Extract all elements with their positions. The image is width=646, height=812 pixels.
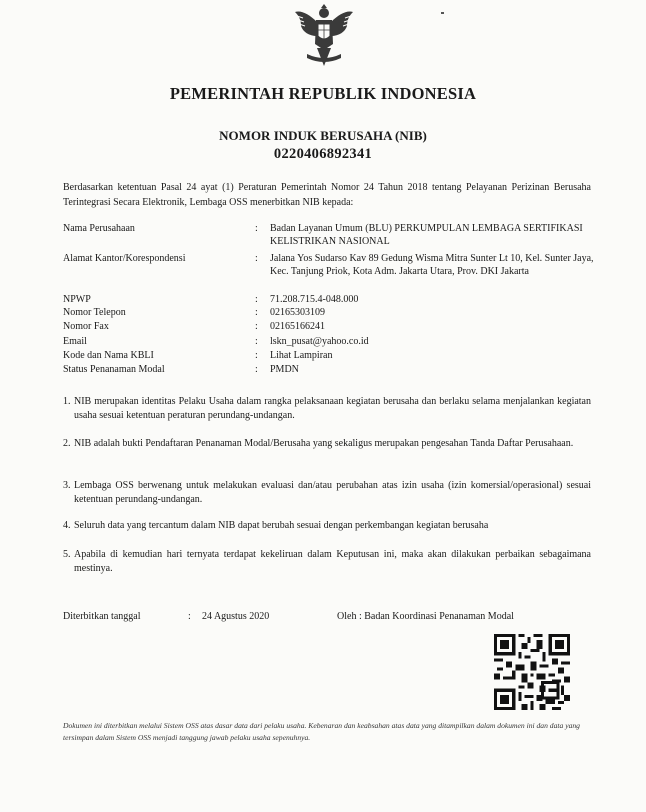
field-value: 02165166241 — [270, 321, 325, 332]
note-number: 1. — [63, 396, 71, 407]
field-colon: : — [255, 350, 258, 361]
field-colon: : — [255, 223, 258, 234]
field-label: Email — [63, 336, 87, 347]
note-number: 3. — [63, 480, 71, 491]
field-label: Alamat Kantor/Korespondensi — [63, 253, 186, 264]
note-text: NIB adalah bukti Pendaftaran Penanaman Modal/Berusaha yang sekaligus merupakan pengesahan Tanda Daftar Perusahaan. — [74, 438, 574, 449]
field-label: Nomor Telepon — [63, 307, 126, 318]
note-text: NIB merupakan identitas Pelaku Usaha dalam rangka pelaksanaan kegiatan berusaha dan berlaku selama menjalankan kegiatan usaha sesuai ketentuan peraturan perundang-undangan. — [74, 396, 591, 421]
garuda-pancasila-emblem-icon — [293, 4, 355, 70]
note-text: Lembaga OSS berwenang untuk melakukan evaluasi dan/atau perubahan atas izin usaha (izin komersial/operasional) sesuai ketentuan perundang-undangan. — [74, 480, 591, 505]
issued-date: 24 Agustus 2020 — [202, 611, 270, 622]
nib-number: 0220406892341 — [273, 146, 373, 162]
note-number: 5. — [63, 549, 71, 560]
note-text: Apabila di kemudian hari ternyata terdapat kekeliruan dalam Keputusan ini, maka akan dilakukan perbaikan sebagaimana mestinya. — [74, 549, 591, 574]
scan-speck — [441, 12, 444, 14]
intro-paragraph: Berdasarkan ketentuan Pasal 24 ayat (1) Peraturan Pemerintah Nomor 24 Tahun 2018 tentang Pelayanan Perizinan Berusaha Terintegrasi Secara Elektronik, Lembaga OSS menerbitkan NIB kepada: — [63, 182, 591, 208]
field-value: Badan Layanan Umum (BLU) PERKUMPULAN LEMBAGA SERTIFIKASI KELISTRIKAN NASIONAL — [270, 223, 583, 247]
field-label: Kode dan Nama KBLI — [63, 350, 154, 361]
field-label: Nama Perusahaan — [63, 223, 135, 234]
field-value: PMDN — [270, 364, 299, 375]
field-colon: : — [255, 307, 258, 318]
field-label: NPWP — [63, 294, 91, 305]
note-number: 2. — [63, 438, 71, 449]
field-label: Nomor Fax — [63, 321, 109, 332]
document-title: NOMOR INDUK BERUSAHA (NIB) — [219, 128, 427, 143]
field-colon: : — [255, 364, 258, 375]
field-value: lskn_pusat@yahoo.co.id — [270, 336, 369, 347]
footer-disclaimer: Dokumen ini diterbitkan melalui Sistem OSS atas dasar data dari pelaku usaha. Kebenaran dan keabsahan atas data yang ditampilkan dalam dokumen ini dan data yang tersimpan dalam Sistem OSS menjadi tanggung jawab pelaku usaha sepenuhnya. — [63, 721, 580, 742]
issued-colon: : — [188, 611, 191, 622]
field-colon: : — [255, 336, 258, 347]
field-colon: : — [255, 321, 258, 332]
field-value: 71.208.715.4-048.000 — [270, 294, 359, 305]
field-value: 02165303109 — [270, 307, 325, 318]
field-value: Jalana Yos Sudarso Kav 89 Gedung Wisma Mitra Sunter Lt 10, Kel. Sunter Jaya, Kec. Tanjung Priok, Kota Adm. Jakarta Utara, Prov. DKI Jakarta — [270, 253, 594, 277]
field-value: Lihat Lampiran — [270, 350, 333, 361]
government-title: PEMERINTAH REPUBLIK INDONESIA — [169, 84, 477, 103]
issued-label: Diterbitkan tanggal — [63, 611, 141, 622]
note-number: 4. — [63, 520, 71, 531]
field-colon: : — [255, 253, 258, 264]
qr-code-icon — [494, 634, 570, 710]
field-colon: : — [255, 294, 258, 305]
issuer: Oleh : Badan Koordinasi Penanaman Modal — [337, 611, 514, 622]
note-text: Seluruh data yang tercantum dalam NIB dapat berubah sesuai dengan perkembangan kegiatan berusaha — [74, 520, 489, 531]
field-label: Status Penanaman Modal — [63, 364, 165, 375]
